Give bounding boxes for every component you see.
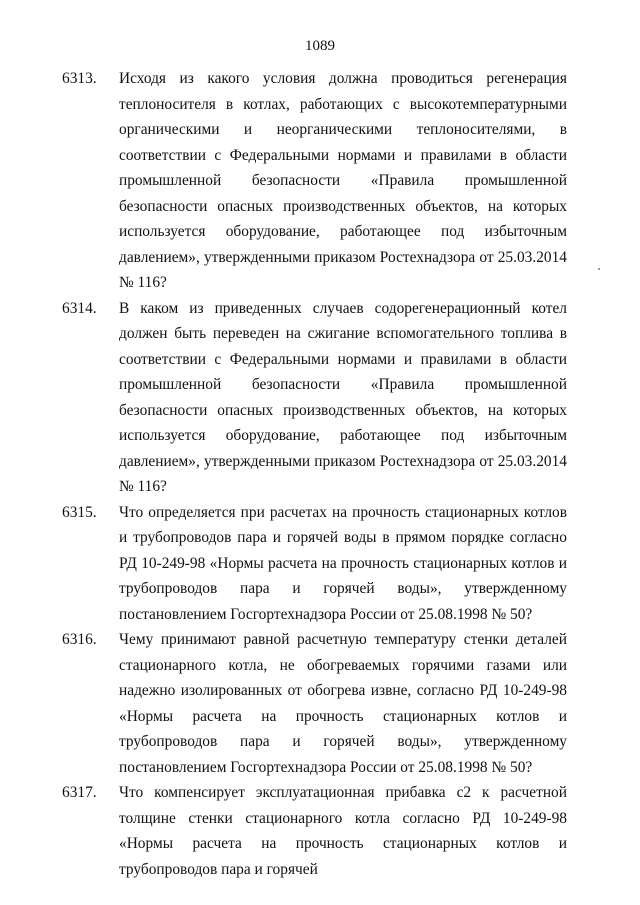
- question-item: [62, 66, 567, 296]
- scan-speck: [598, 268, 600, 270]
- question-item: [62, 627, 567, 780]
- question-item: [62, 296, 567, 500]
- question-list: [62, 66, 567, 882]
- page-number: 1089: [305, 38, 335, 54]
- question-number: 6316.: [62, 631, 97, 648]
- question-number: 6315.: [62, 503, 97, 521]
- question-number: 6314.: [62, 299, 97, 317]
- question-number: 6317.: [62, 784, 97, 801]
- question-item: [62, 500, 567, 628]
- question-item: [62, 780, 567, 882]
- question-text: Что определяется при расчетах на прочность стационарных котлов и трубопроводов пара и горячей воды в прямом порядке согласно РД 10-249-98 «Нормы расчета на прочность стационарных котлов и трубопроводов пара и горячей воды», утвержденному постановлением Госгортехнадзора России от 25.08.1998 № 50?: [119, 503, 567, 623]
- question-number: 6313.: [62, 70, 97, 87]
- question-text: Исходя из какого условия должна проводиться регенерация теплоносителя в котлах, работающих с высокотемпературными органическими и неорганическими теплоносителями, в соответствии с Федеральными нормами и правилами в области промышленной безопасности «Правила промышленной безопасности опасных производственных объектов, на которых используется оборудование, работающее под избыточным давлением», утвержденными приказом Ростехнадзора от 25.03.2014 № 116?: [119, 70, 567, 291]
- question-text: В каком из приведенных случаев содорегенерационный котел должен быть переведен на сжигание вспомогательного топлива в соответствии с Федеральными нормами и правилами в области промышленной безопасности «Правила промышленной безопасности опасных производственных объектов, на которых используется оборудование, работающее под избыточным давлением», утвержденными приказом Ростехнадзора от 25.03.2014 № 116?: [119, 299, 567, 495]
- question-text: Что компенсирует эксплуатационная прибавка с2 к расчетной толщине стенки стационарного котла согласно РД 10-249-98 «Нормы расчета на прочность стационарных котлов и трубопроводов пара и горячей: [119, 784, 567, 878]
- question-text: Чему принимают равной расчетную температуру стенки деталей стационарного котла, не обогреваемых горячими газами или надежно изолированных от обогрева извне, согласно РД 10-249-98 «Нормы расчета на прочность стационарных котлов и трубопроводов пара и горячей воды», утвержденному постановлением Госгортехнадзора России от 25.08.1998 № 50?: [119, 631, 567, 776]
